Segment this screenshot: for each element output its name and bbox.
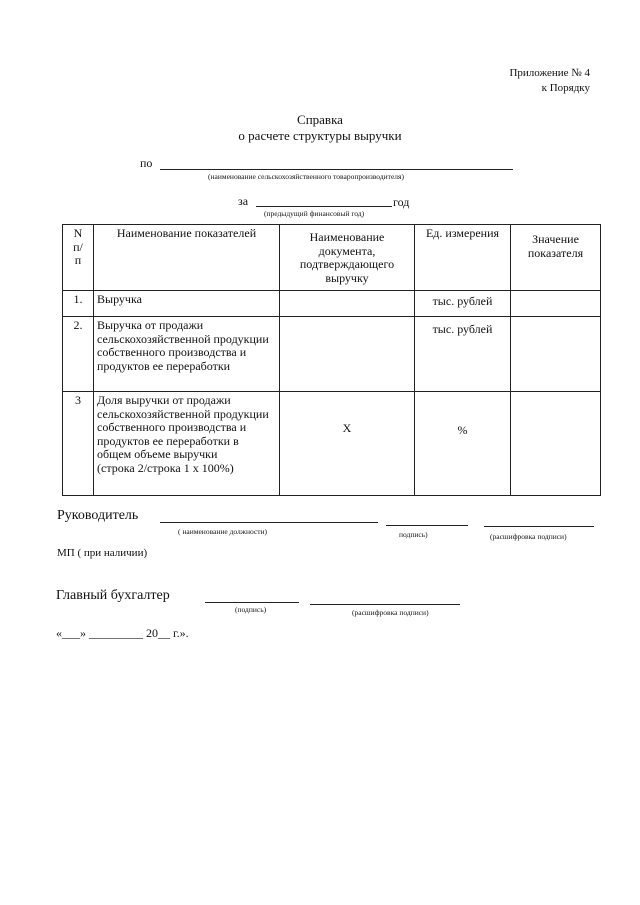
date-open-quote: « (56, 626, 62, 640)
head-decoding-caption: (расшифровка подписи) (490, 532, 567, 541)
row-number: 3 (63, 392, 94, 496)
row-document-cell: X (280, 392, 415, 496)
row-indicator-name: Выручка от продажи сельскохозяйственной продукции собственного производства и продуктов ее переработки (94, 317, 280, 392)
row-document-cell[interactable] (280, 317, 415, 392)
head-position-line[interactable] (160, 522, 378, 523)
table-row (63, 392, 601, 496)
row-number: 1. (63, 291, 94, 317)
appendix-number: Приложение № 4 (509, 67, 590, 79)
producer-label: по (140, 156, 153, 170)
row-indicator-name: Доля выручки от продажи сельскохозяйственной продукции собственного производства и продуктов ее переработки в общем объеме выручки (97, 393, 269, 461)
row-value-cell[interactable] (511, 392, 601, 496)
table-row (63, 317, 601, 392)
title-subtitle: о расчете структуры выручки (238, 128, 402, 143)
accountant-signature-caption: (подпись) (235, 605, 267, 614)
period-caption: (предыдущий финансовый год) (264, 209, 365, 218)
header-value: Значение показателя (511, 225, 601, 291)
table-header-row (63, 225, 601, 291)
row-value-cell[interactable] (511, 317, 601, 392)
row-indicator-name: Выручка (94, 291, 280, 317)
table-row (63, 291, 601, 317)
head-position-caption: ( наименование должности) (178, 527, 268, 536)
stamp-note: МП ( при наличии) (57, 547, 148, 559)
row-unit: тыс. рублей (415, 317, 511, 392)
period-suffix: год (393, 195, 410, 209)
period-field-line[interactable] (256, 206, 392, 207)
period-prefix: за (238, 194, 249, 208)
head-signature-line[interactable] (386, 525, 468, 526)
date-month-blank[interactable]: _________ (89, 626, 143, 640)
head-decoding-line[interactable] (484, 526, 594, 527)
header-unit: Ед. измерения (415, 225, 511, 291)
producer-field-line[interactable] (160, 169, 513, 170)
accountant-signature-line[interactable] (205, 602, 299, 603)
appendix-reference (509, 66, 590, 96)
date-close-quote: » (80, 626, 86, 640)
row-unit: тыс. рублей (415, 291, 511, 317)
row-number: 2. (63, 317, 94, 392)
date-day-blank[interactable]: ___ (62, 626, 80, 640)
accountant-label: Главный бухгалтер (56, 588, 170, 603)
header-number: N п/п (63, 225, 94, 291)
date-suffix: г.». (173, 626, 189, 640)
producer-caption: (наименование сельскохозяйственного товаропроизводителя) (208, 172, 404, 181)
row-indicator-formula: (строка 2/строка 1 x 100%) (97, 460, 234, 475)
accountant-decoding-caption: (расшифровка подписи) (352, 608, 429, 617)
title-main: Справка (297, 112, 343, 127)
header-indicator-name: Наименование показателей (94, 225, 280, 291)
header-document-name: Наименование документа, подтверждающего выручку (280, 225, 415, 291)
head-label: Руководитель (57, 508, 139, 523)
head-signature-caption: подпись) (399, 530, 428, 539)
row-indicator-cell (94, 392, 280, 496)
row-value-cell[interactable] (511, 291, 601, 317)
date-line[interactable] (56, 626, 189, 640)
appendix-order: к Порядку (541, 82, 590, 94)
date-year[interactable]: 20__ (146, 626, 170, 640)
document-title (0, 112, 640, 144)
row-document-cell[interactable] (280, 291, 415, 317)
revenue-structure-table (62, 224, 601, 496)
row-unit: % (415, 392, 511, 496)
accountant-decoding-line[interactable] (310, 604, 460, 605)
